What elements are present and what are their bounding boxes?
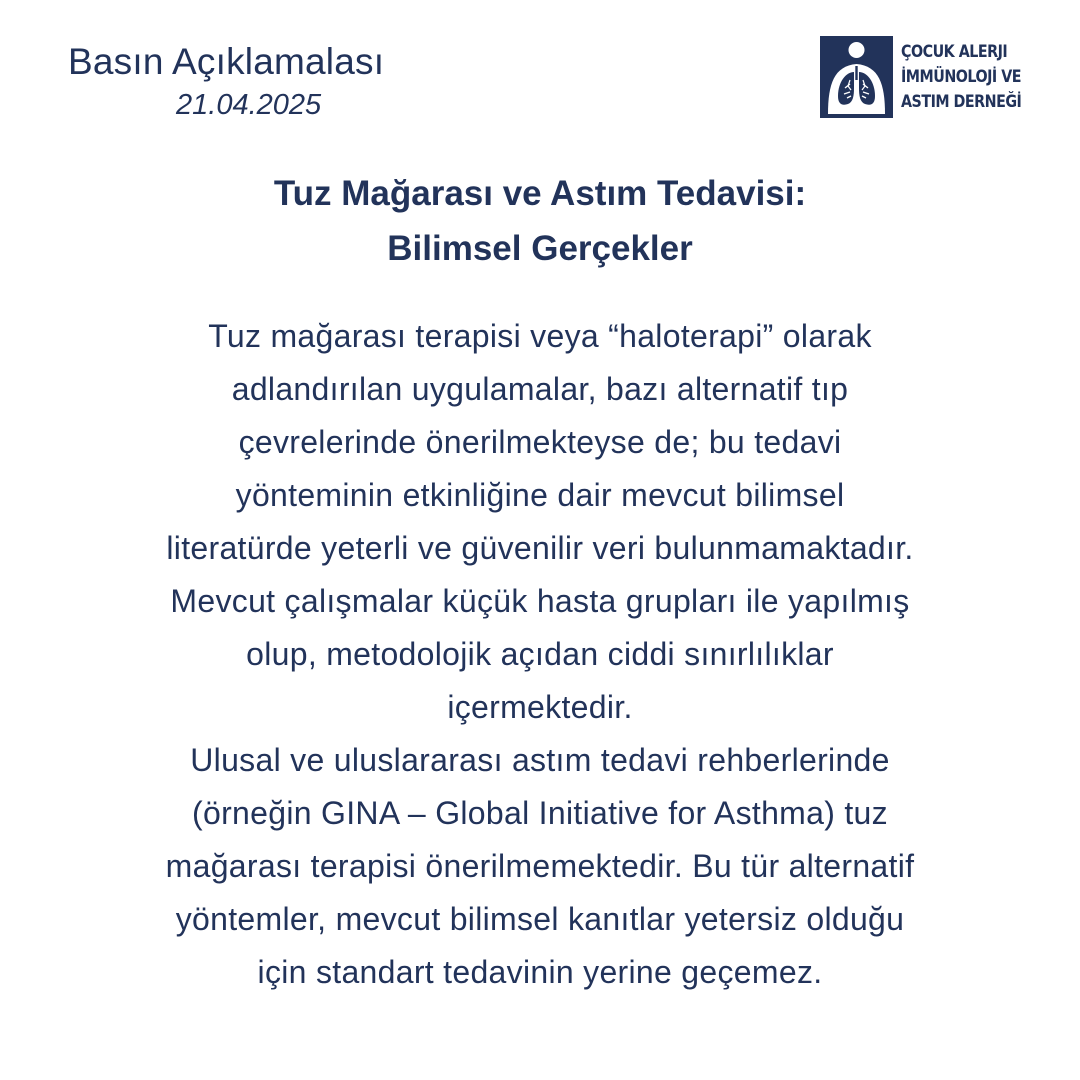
association-logo	[820, 36, 1040, 118]
body-line: Mevcut çalışmalar küçük hasta grupları ile yapılmış	[170, 583, 910, 619]
body-line: çevrelerinde önerilmekteyse de; bu tedavi	[238, 424, 842, 460]
logo-line: ASTIM DERNEĞİ	[901, 91, 1022, 112]
body-line: yönteminin etkinliğine dair mevcut bilimsel	[235, 477, 845, 513]
press-release-label: Basın Açıklamalası	[68, 41, 385, 82]
body-line: adlandırılan uygulamalar, bazı alternatif tıp	[231, 371, 849, 407]
body-line: Tuz mağarası terapisi veya “haloterapi” olarak	[208, 318, 872, 354]
child-lungs-icon	[820, 36, 893, 118]
body-line: içermektedir.	[447, 689, 633, 725]
page-title	[40, 166, 1040, 276]
body-line: Ulusal ve uluslararası astım tedavi rehberlerinde	[190, 742, 890, 778]
body-line: yöntemler, mevcut bilimsel kanıtlar yetersiz olduğu	[175, 901, 905, 937]
press-header	[68, 38, 468, 124]
title-line: Tuz Mağarası ve Astım Tedavisi:	[273, 174, 807, 213]
body-line: için standart tedavinin yerine geçemez.	[257, 954, 823, 990]
logo-line: İMMÜNOLOJİ VE	[901, 66, 1022, 87]
press-release-date: 21.04.2025	[176, 89, 322, 121]
body-line: literatürde yeterli ve güvenilir veri bulunmamaktadır.	[166, 530, 914, 566]
association-name	[901, 36, 1044, 118]
statement-body	[30, 310, 1050, 999]
title-line: Bilimsel Gerçekler	[387, 229, 693, 268]
body-line: mağarası terapisi önerilmemektedir. Bu tür alternatif	[165, 848, 915, 884]
logo-line: ÇOCUK ALERJI	[901, 41, 1008, 62]
body-line: olup, metodolojik açıdan ciddi sınırlılıklar	[246, 636, 834, 672]
body-line: (örneğin GINA – Global Initiative for Asthma) tuz	[192, 795, 888, 831]
